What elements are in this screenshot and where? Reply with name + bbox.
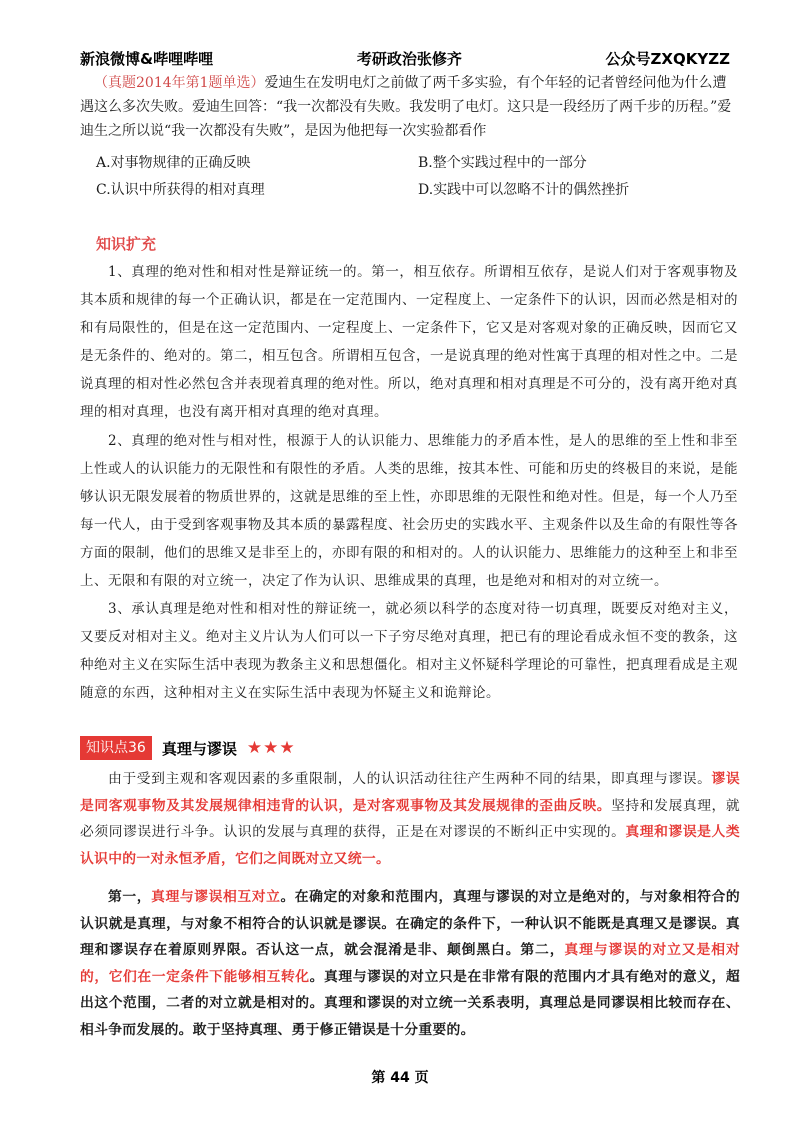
extension-title: 知识扩充 [96, 235, 157, 253]
header-center: 考研政治张修齐 [356, 49, 462, 68]
question-source-tag: （真题2014年第1题单选） [94, 75, 265, 91]
option-d: D.实践中可以忽略不计的偶然挫折 [418, 182, 630, 198]
page-header [80, 46, 730, 70]
kp-p1-seg-4: 真理和谬误是人类认识中的一对永恒矛盾，它们之间既对立又统一。 [80, 824, 740, 867]
kp-paragraph-1 [80, 766, 740, 872]
kp-p2-seg-2: 真理与谬误相互对立 [151, 889, 281, 905]
kp-p2-seg-5: 。真理与谬误的对立只是在非常有限的范围内才具有绝对的意义，超出这个范围，二者的对立就是相对的。真理和谬误的对立统一关系表明，真理总是同谬误相比较而存在、相斗争而发展的。敢于坚持真理、勇于修正错误是十分重要的。 [80, 968, 740, 1038]
extension-paragraph-3: 3、承认真理是绝对性和相对性的辩证统一，就必须以科学的态度对待一切真理，既要反对绝对主义，又要反对相对主义。绝对主义片认为人们可以一下子穷尽绝对真理，把已有的理论看成永恒不变的教条，这种绝对主义在实际生活中表现为教条主义和思想僵化。相对主义怀疑科学理论的可靠性，把真理看成是主观随意的东西，这种相对主义在实际生活中表现为怀疑主义和诡辩论。 [80, 601, 738, 702]
option-a: A.对事物规律的正确反映 [96, 155, 251, 171]
kp-p2-seg-3: 。在确定的对象和范围内，真理与谬误的对立是绝对的，与对象相符合的认识就是真理，与对象不相符合的认识就是谬误。在确定的条件下，一种认识不能既是真理又是谬误。真理和谬误存在着原则界限。否认这一点，就会混淆是非、颠倒黑白。第二， [80, 889, 740, 958]
question-text: 爱迪生在发明电灯之前做了两千多实验，有个年轻的记者曾经问他为什么遭遇这么多次失败。爱迪生回答：“我一次都没有失败。我发明了电灯。这只是一段经历了两千步的历程。”爱迪生之所以说“我一次都没有失败”，是因为他把每一次实验都看作 [80, 75, 732, 139]
kp-p2-seg-1: 第一， [108, 889, 152, 905]
kp-p1-seg-3: 坚持和发展真理，就必须同谬误进行斗争。认识的发展与真理的获得，正是在对谬误的不断纠正中实现的。 [80, 797, 740, 840]
extension-body [80, 258, 738, 708]
option-c: C.认识中所获得的相对真理 [96, 182, 265, 198]
importance-stars-icon: ★★★ [246, 738, 296, 758]
extension-paragraph-2: 2、真理的绝对性与相对性，根源于人的认识能力、思维能力的矛盾本性，是人的思维的至上性和非至上性或人的认识能力的无限性和有限性的矛盾。人类的思维，按其本性、可能和历史的终极目的来说，是能够认识无限发展着的物质世界的，这就是思维的至上性，亦即思维的无限性和绝对性。但是，每一个人乃至每一代人，由于受到客观事物及其本质的暴露程度、社会历史的实践水平、主观条件以及生命的有限性等各方面的限制，他们的思维又是非至上的，亦即有限的和相对的。人的认识能力、思维能力的这种至上和非至上、无限和有限的对立统一，决定了作为认识、思维成果的真理，也是绝对和相对的对立统一。 [80, 432, 738, 590]
extension-paragraph-1: 1、真理的绝对性和相对性是辩证统一的。第一，相互依存。所谓相互依存，是说人们对于客观事物及其本质和规律的每一个正确认识，都是在一定范围内、一定程度上、一定条件下的认识，因而必然是相对的和有局限性的，但是在这一定范围内、一定程度上、一定条件下，它又是对客观对象的正确反映，因而它又是无条件的、绝对的。第二，相互包含。所谓相互包含，一是说真理的绝对性寓于真理的相对性之中。二是说真理的相对性必然包含并表现着真理的绝对性。所以，绝对真理和相对真理是不可分的，没有离开绝对真理的相对真理，也没有离开相对真理的绝对真理。 [80, 264, 738, 421]
question-options [96, 150, 696, 204]
header-left: 新浪微博&哔哩哔哩 [80, 49, 214, 68]
knowledge-point-title: 真理与谬误 [161, 739, 237, 758]
header-right: 公众号ZXQKYZZ [605, 49, 730, 68]
knowledge-point-badge: 知识点36 [80, 736, 152, 760]
option-b: B.整个实践过程中的一部分 [418, 155, 587, 171]
exam-question [80, 71, 736, 143]
kp-p2-seg-4: 真理与谬误的对立又是相对的，它们在一定条件下能够相互转化 [80, 942, 740, 985]
page-number: 第 44 页 [371, 1070, 429, 1086]
knowledge-point-heading [80, 735, 296, 761]
kp-p1-seg-1: 由于受到主观和客观因素的多重限制，人的认识活动往往产生两种不同的结果，即真理与谬误。 [108, 771, 712, 787]
kp-p1-seg-2: 谬误是同客观事物及其发展规律相违背的认识，是对客观事物及其发展规律的歪曲反映。 [80, 771, 740, 814]
knowledge-point-body [80, 766, 740, 1055]
kp-paragraph-2 [80, 884, 740, 1043]
